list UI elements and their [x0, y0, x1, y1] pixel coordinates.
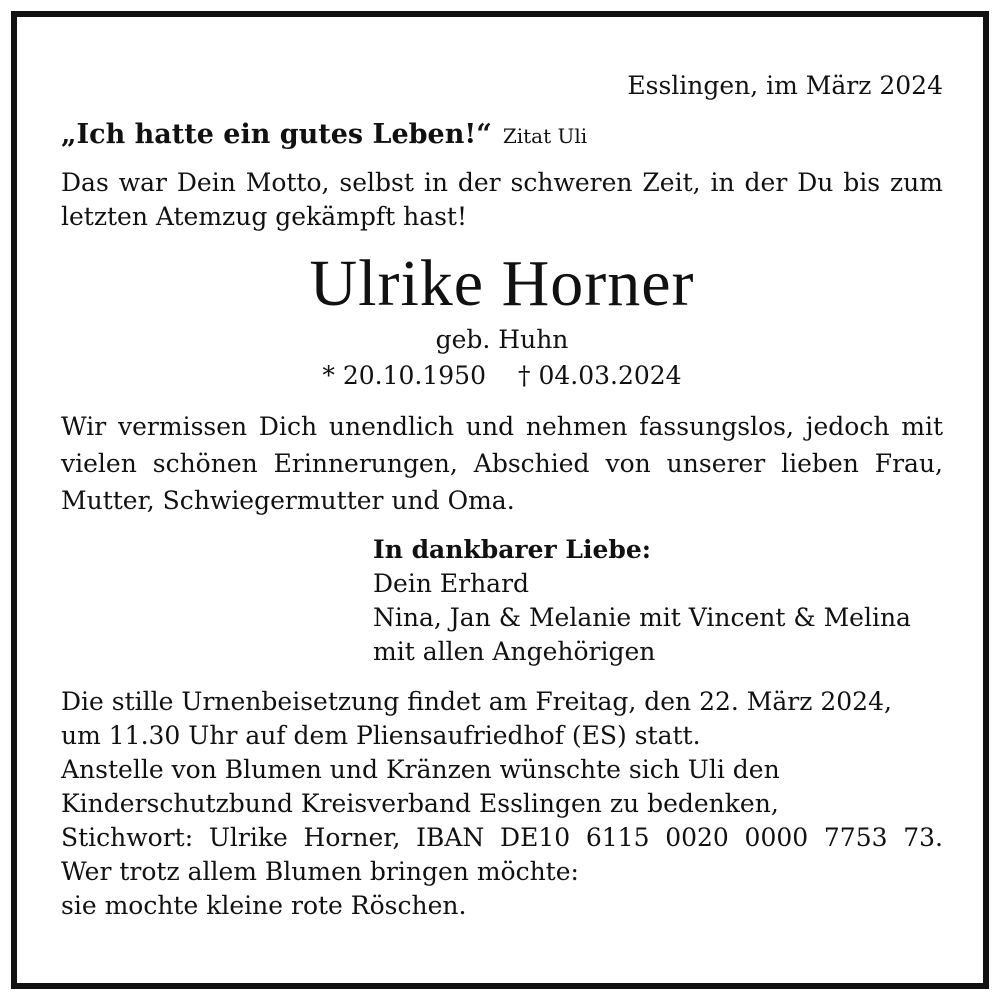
funeral-info [61, 685, 943, 923]
signoff-line: Dein Erhard [373, 569, 530, 598]
born-name: geb. Huhn [435, 325, 569, 354]
quote-text: „Ich hatte ein gutes Leben!“ [61, 119, 492, 150]
info-line: Wer trotz allem Blumen bringen möchte: [61, 857, 579, 886]
farewell-message: Wir vermissen Dich unendlich und nehmen fassungslos, jedoch mit vielen schönen Erinnerungen, Abschied von unserer lieben Frau, Mutter, Schwiegermutter und Oma. [61, 412, 943, 515]
signoff-line: mit allen Angehörigen [373, 637, 656, 666]
info-line: sie mochte kleine rote Röschen. [61, 891, 467, 920]
info-line: Kinderschutzbund Kreisverband Esslingen zu bedenken, [61, 789, 779, 818]
signoff-line: Nina, Jan & Melanie mit Vincent & Melina [373, 603, 911, 632]
quote-attribution: Zitat Uli [502, 124, 588, 148]
birth-date: * 20.10.1950 [322, 361, 486, 390]
quote-line [61, 117, 943, 156]
info-line-iban: Stichwort: Ulrike Horner, IBAN DE10 6115 0020 0000 7753 73. [61, 823, 943, 852]
signoff-block [373, 533, 943, 669]
dateline: Esslingen, im März 2024 [627, 71, 943, 100]
info-line: Anstelle von Blumen und Kränzen wünschte sich Uli den [61, 755, 780, 784]
motto-paragraph: Das war Dein Motto, selbst in der schweren Zeit, in der Du bis zum letzten Atemzug gekämpft hast! [61, 168, 943, 231]
deceased-name: Ulrike Horner [309, 247, 695, 320]
info-line: um 11.30 Uhr auf dem Pliensaufriedhof (ES) statt. [61, 721, 701, 750]
death-date: † 04.03.2024 [518, 361, 682, 390]
life-dates [61, 358, 943, 394]
signoff-heading: In dankbarer Liebe: [373, 535, 651, 564]
info-line: Die stille Urnenbeisetzung findet am Freitag, den 22. März 2024, [61, 687, 892, 716]
notice-content [61, 55, 943, 923]
notice-frame [11, 11, 989, 989]
